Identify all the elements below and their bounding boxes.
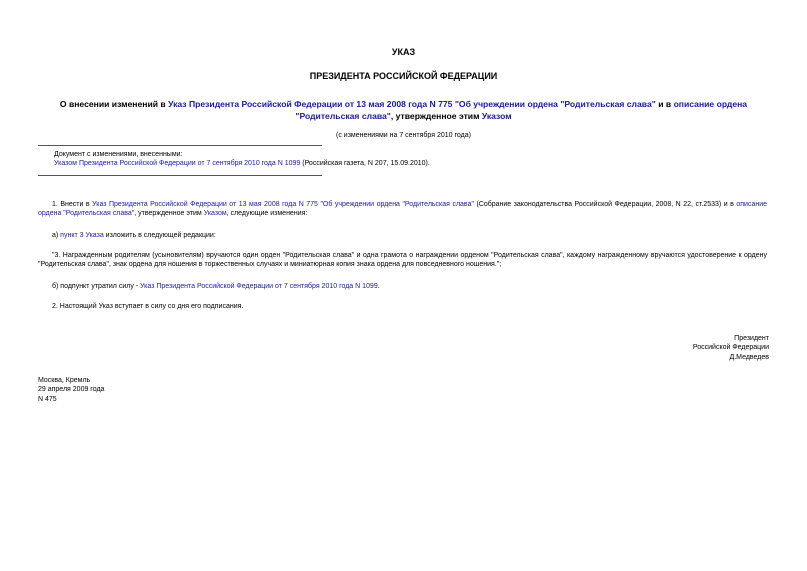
document-subtitle: ПРЕЗИДЕНТА РОССИЙСКОЙ ФЕДЕРАЦИИ <box>309 71 498 81</box>
paragraph-2: 2. Настоящий Указ вступает в силу со дня его подписания. <box>52 303 244 310</box>
signature-position: Президент <box>734 335 769 342</box>
subparagraph-b <box>38 282 767 291</box>
changes-decree-link[interactable]: Указом Президента Российской Федерации от 7 сентября 2010 года N 1099 <box>54 160 301 168</box>
heading-prefix: О внесении изменений в <box>59 99 169 109</box>
place-city: Москва, Кремль <box>38 377 91 384</box>
p1-prefix: 1. Внести в <box>52 201 93 208</box>
subparagraph-a <box>38 231 767 240</box>
a-suffix: изложить в следующей редакции: <box>103 232 216 239</box>
p1-mid: (Собрание законодательства Российской Федерации, 2008, N 22, ст.2533) и в <box>473 201 737 208</box>
heading-mid: и в <box>655 99 674 109</box>
changes-block <box>54 150 474 169</box>
signature-country: Российской Федерации <box>692 344 769 352</box>
a-prefix: а) <box>52 232 61 239</box>
b-suffix: . <box>377 283 380 290</box>
place-date: 29 апреля 2009 года <box>38 386 105 394</box>
p1-decree-link[interactable]: Указ Президента Российской Федерации от 13 мая 2008 года N 775 "Об учреждении ордена "Родительская слава" <box>92 201 474 208</box>
heading-suffix: , утвержденное этим <box>390 110 482 121</box>
place-number: N 475 <box>38 395 57 403</box>
p1-ukaz-link[interactable]: Указом <box>203 210 227 218</box>
p1-description-link[interactable]: описание ордена "Родительская слава" <box>38 201 768 218</box>
p1-mid2: , утвержденное этим <box>134 210 204 218</box>
changes-line <box>54 159 474 168</box>
place-date-block <box>38 376 104 404</box>
b-prefix: б) подпункт утратил силу - <box>52 283 141 290</box>
heading-description-link[interactable]: описание ордена "Родительская слава" <box>295 99 748 121</box>
changes-source: (Российская газета, N 207, 15.09.2010). <box>300 160 430 168</box>
heading-decree-link[interactable]: Указ Президента Российской Федерации от 13 мая 2008 года N 775 "Об учреждении ордена "Родительская слава" <box>168 99 656 109</box>
signature-block <box>569 334 769 362</box>
divider-bottom <box>38 175 322 176</box>
quoted-text: "3. Награжденным родителям (усыновителям) вручаются один орден "Родительская слава" и одна грамота о награждении орденом "Родительская слава", каждому награжденному вручаются удостоверение к ордену "Родительская слава", знак ордена для ношения в торжественных случаях и миниатюрная копия знака ордена для повседневного ношения."; <box>38 252 767 269</box>
document-heading <box>40 99 767 122</box>
paragraph-1 <box>38 200 767 219</box>
a-point-link[interactable]: пункт 3 Указа <box>60 232 104 239</box>
divider-top <box>38 145 322 146</box>
signature-name: Д.Медведев <box>729 353 769 361</box>
b-decree-link[interactable]: Указ Президента Российской Федерации от 7 сентября 2010 года N 1099 <box>140 283 378 290</box>
heading-ukaz-link[interactable]: Указом <box>481 110 512 121</box>
edition-note: (с изменениями на 7 сентября 2010 года) <box>336 132 471 139</box>
changes-intro: Документ с изменениями, внесенными: <box>54 151 183 158</box>
document-title: УКАЗ <box>391 47 416 57</box>
p1-suffix: , следующие изменения: <box>226 210 308 218</box>
